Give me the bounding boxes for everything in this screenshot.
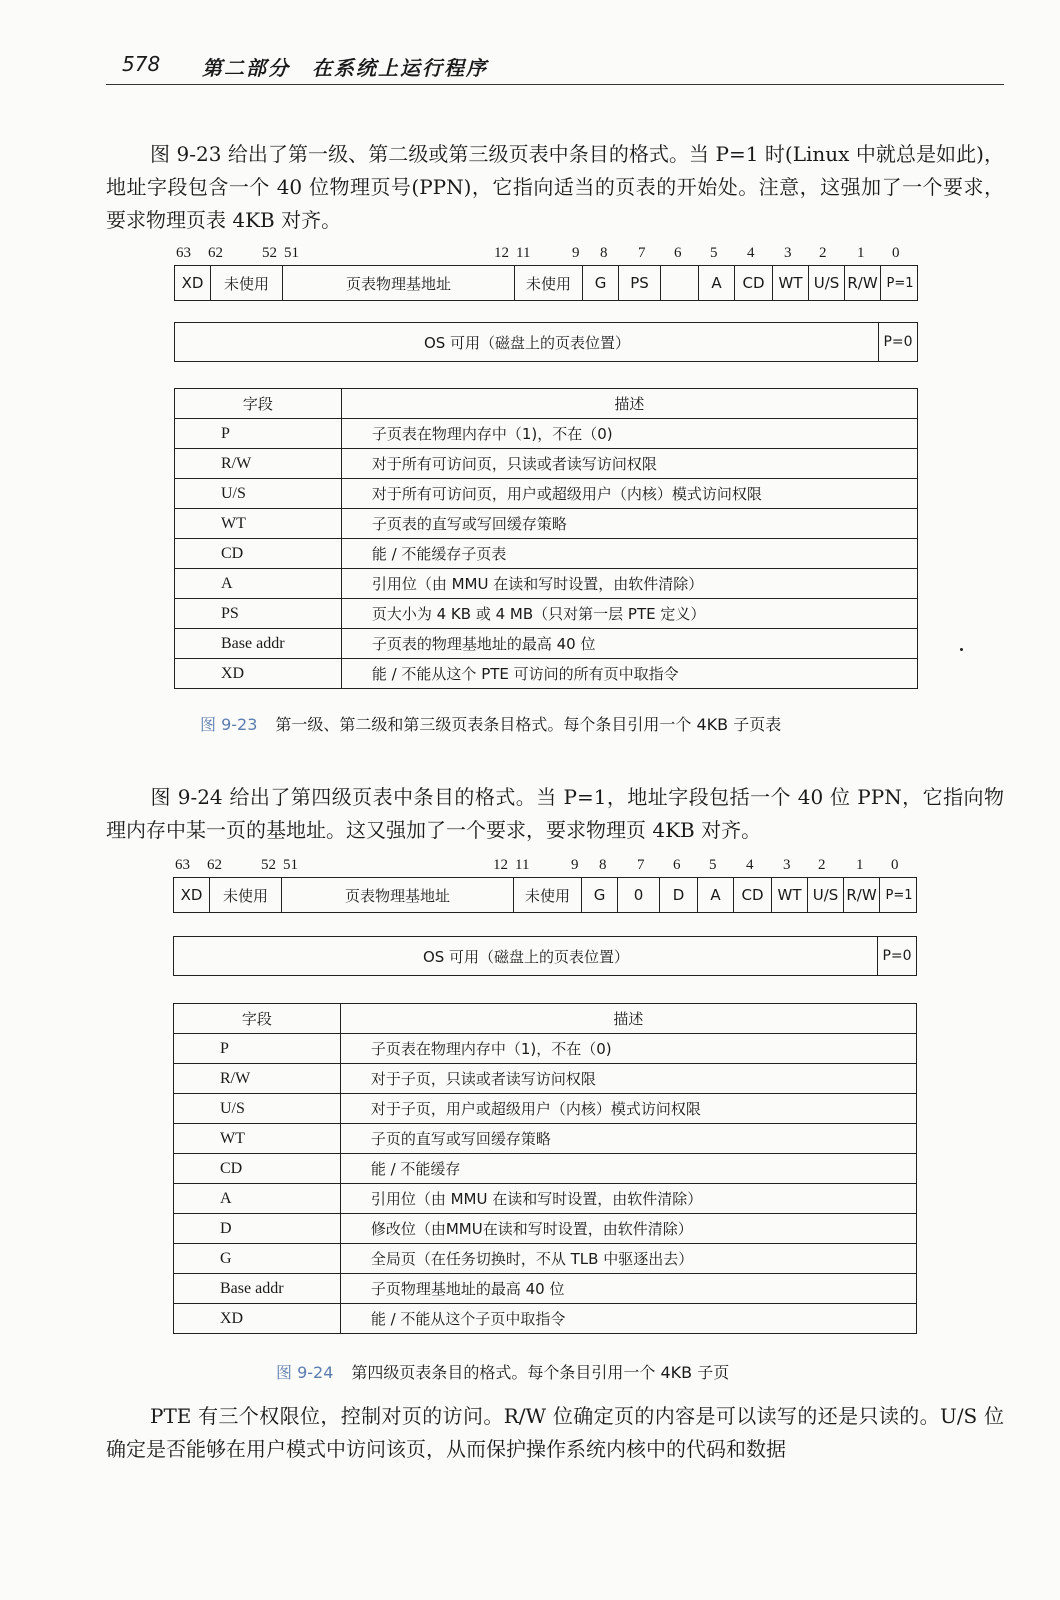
bit-label: 6 — [673, 857, 681, 873]
table-row — [175, 569, 918, 599]
bit-label: 8 — [599, 857, 607, 873]
format-cell: 页表物理基地址 — [283, 266, 515, 300]
bit-label: 2 — [818, 857, 826, 873]
field-name: WT — [175, 509, 342, 539]
field-description: 引用位（由 MMU 在读和写时设置，由软件清除） — [340, 1184, 916, 1214]
table-row — [174, 1124, 917, 1154]
bit-label: 9 — [571, 857, 579, 873]
bit-label: 12 — [493, 857, 508, 873]
bit-label: 62 — [207, 857, 222, 873]
desc-column-header: 描述 — [341, 389, 917, 419]
field-name: R/W — [175, 449, 342, 479]
field-description: 能 / 不能缓存子页表 — [341, 539, 917, 569]
desc-column-header: 描述 — [340, 1004, 916, 1034]
bit-label: 52 — [262, 245, 277, 261]
field-name: A — [174, 1184, 341, 1214]
bit-label: 1 — [856, 857, 864, 873]
format-cell: P=1 — [885, 887, 913, 903]
field-name: XD — [175, 659, 342, 689]
table-row — [175, 449, 918, 479]
field-description: 对于所有可访问页，用户或超级用户（内核）模式访问权限 — [341, 479, 917, 509]
table-header-row — [174, 1004, 917, 1034]
format-cell: 0 — [618, 878, 660, 912]
bit-label: 5 — [709, 857, 717, 873]
bit-label: 63 — [175, 857, 190, 873]
field-name: XD — [174, 1304, 341, 1334]
page-number: 578 — [122, 52, 161, 76]
format-cell: 页表物理基地址 — [282, 878, 514, 912]
table-row — [174, 1184, 917, 1214]
format-cell: G — [583, 266, 619, 300]
format-cell: R/W — [845, 266, 881, 300]
bit-label: 5 — [710, 245, 718, 261]
format-cell: CD — [735, 266, 773, 300]
field-name: U/S — [174, 1094, 341, 1124]
bit-label: 3 — [784, 245, 792, 261]
field-name: D — [174, 1214, 341, 1244]
field-description: 对于子页，只读或者读写访问权限 — [340, 1064, 916, 1094]
caption-number: 图 9-24 — [276, 1363, 334, 1382]
field-name: PS — [175, 599, 342, 629]
field-description: 子页表在物理内存中（1)，不在（0) — [341, 419, 917, 449]
format-cell: WT — [773, 266, 809, 300]
bit-label: 4 — [746, 857, 754, 873]
paragraph-1: 图 9-23 给出了第一级、第二级或第三级页表中条目的格式。当 P=1 时(Linux 中就总是如此)，地址字段包含一个 40 位物理页号(PPN)，它指向适当的页表的开始处。注意，这强加了一个要求，要求物理页表 4KB 对齐。 — [106, 142, 1004, 232]
format-cell: 未使用 — [515, 266, 583, 300]
format-cell: D — [660, 878, 698, 912]
table-row — [174, 1034, 917, 1064]
field-description: 能 / 不能从这个 PTE 可访问的所有页中取指令 — [341, 659, 917, 689]
table-row — [174, 1274, 917, 1304]
os-available-box-fig1 — [174, 322, 918, 362]
table-row — [174, 1094, 917, 1124]
field-description: 对于子页，用户或超级用户（内核）模式访问权限 — [340, 1094, 916, 1124]
field-name: P — [175, 419, 342, 449]
field-table-fig1 — [174, 388, 918, 689]
caption-number: 图 9-23 — [200, 715, 258, 734]
bit-label: 52 — [261, 857, 276, 873]
format-cell: XD — [175, 266, 211, 300]
bit-label: 11 — [516, 245, 531, 261]
field-column-header: 字段 — [175, 389, 342, 419]
field-description: 子页的直写或写回缓存策略 — [340, 1124, 916, 1154]
format-cell: A — [698, 878, 734, 912]
bit-label: 2 — [819, 245, 827, 261]
figure-caption-9-23 — [200, 712, 781, 735]
format-cell: U/S — [809, 266, 845, 300]
table-header-row — [175, 389, 918, 419]
stray-mark — [960, 648, 963, 651]
table-row — [174, 1064, 917, 1094]
bit-label: 51 — [284, 245, 299, 261]
bit-label: 8 — [600, 245, 608, 261]
bit-label: 12 — [494, 245, 509, 261]
format-cell: P=1 — [886, 275, 914, 291]
bit-label: 7 — [638, 245, 646, 261]
field-name: CD — [175, 539, 342, 569]
bit-label: 62 — [208, 245, 223, 261]
caption-text: 第一级、第二级和第三级页表条目格式。每个条目引用一个 4KB 子页表 — [275, 715, 782, 734]
format-cell: A — [699, 266, 735, 300]
field-name: R/W — [174, 1064, 341, 1094]
format-cell: 未使用 — [514, 878, 582, 912]
field-description: 能 / 不能缓存 — [340, 1154, 916, 1184]
bit-label: 0 — [891, 857, 899, 873]
bit-positions-fig2 — [175, 857, 917, 877]
format-cell: WT — [772, 878, 808, 912]
field-name: CD — [174, 1154, 341, 1184]
os-available-label: OS 可用（磁盘上的页表位置） — [422, 947, 630, 966]
format-cell: XD — [174, 878, 210, 912]
field-description: 引用位（由 MMU 在读和写时设置，由软件清除） — [341, 569, 917, 599]
field-description: 对于所有可访问页，只读或者读写访问权限 — [341, 449, 917, 479]
format-cell — [661, 266, 699, 300]
field-name: G — [174, 1244, 341, 1274]
paragraph-2: 图 9-24 给出了第四级页表中条目的格式。当 P=1，地址字段包括一个 40 位 PPN，它指向物理内存中某一页的基地址。这又强加了一个要求，要求物理页 4KB 对齐。 — [106, 785, 1004, 842]
field-description: 子页表的直写或写回缓存策略 — [341, 509, 917, 539]
figure-caption-9-24 — [276, 1360, 729, 1383]
field-description: 修改位（由MMU在读和写时设置，由软件清除） — [340, 1214, 916, 1244]
table-row — [174, 1244, 917, 1274]
field-name: U/S — [175, 479, 342, 509]
bit-label: 7 — [637, 857, 645, 873]
running-title: 第二部分 在系统上运行程序 — [202, 56, 488, 80]
os-available-label: OS 可用（磁盘上的页表位置） — [423, 333, 631, 352]
table-row — [174, 1304, 917, 1334]
format-cell: PS — [619, 266, 661, 300]
format-cell: U/S — [808, 878, 844, 912]
field-name: P — [174, 1034, 341, 1064]
table-row — [175, 599, 918, 629]
bit-label: 9 — [572, 245, 580, 261]
table-row — [174, 1214, 917, 1244]
table-row — [175, 629, 918, 659]
format-cell: CD — [734, 878, 772, 912]
table-row — [174, 1154, 917, 1184]
field-description: 页大小为 4 KB 或 4 MB（只对第一层 PTE 定义） — [341, 599, 917, 629]
pte-format-fig1 — [174, 265, 918, 301]
field-name: WT — [174, 1124, 341, 1154]
field-name: Base addr — [174, 1274, 341, 1304]
field-description: 能 / 不能从这个子页中取指令 — [340, 1304, 916, 1334]
field-description: 全局页（在任务切换时，不从 TLB 中驱逐出去） — [340, 1244, 916, 1274]
paragraph-3: PTE 有三个权限位，控制对页的访问。R/W 位确定页的内容是可以读写的还是只读的。U/S 位确定是否能够在用户模式中访问该页，从而保护操作系统内核中的代码和数据 — [106, 1404, 1004, 1461]
field-name: A — [175, 569, 342, 599]
bit-label: 6 — [674, 245, 682, 261]
present-flag: P=0 — [877, 937, 916, 975]
bit-label: 3 — [783, 857, 791, 873]
field-column-header: 字段 — [174, 1004, 341, 1034]
bit-label: 51 — [283, 857, 298, 873]
page-header — [106, 48, 1004, 85]
os-available-box-fig2 — [173, 936, 917, 976]
caption-text: 第四级页表条目的格式。每个条目引用一个 4KB 子页 — [351, 1363, 730, 1382]
format-cell: G — [582, 878, 618, 912]
field-table-fig2 — [173, 1003, 917, 1334]
table-row — [175, 419, 918, 449]
table-row — [175, 539, 918, 569]
field-description: 子页表的物理基地址的最高 40 位 — [341, 629, 917, 659]
format-cell: R/W — [844, 878, 880, 912]
table-row — [175, 479, 918, 509]
bit-label: 4 — [747, 245, 755, 261]
field-description: 子页物理基地址的最高 40 位 — [340, 1274, 916, 1304]
bit-positions-fig1 — [176, 245, 918, 265]
format-cell: 未使用 — [210, 878, 282, 912]
bit-label: 63 — [176, 245, 191, 261]
bit-label: 1 — [857, 245, 865, 261]
field-name: Base addr — [175, 629, 342, 659]
format-cell: 未使用 — [211, 266, 283, 300]
pte-format-fig2 — [173, 877, 917, 913]
bit-label: 11 — [515, 857, 530, 873]
present-flag: P=0 — [878, 323, 917, 361]
bit-label: 0 — [892, 245, 900, 261]
table-row — [175, 659, 918, 689]
table-row — [175, 509, 918, 539]
field-description: 子页表在物理内存中（1)，不在（0) — [340, 1034, 916, 1064]
